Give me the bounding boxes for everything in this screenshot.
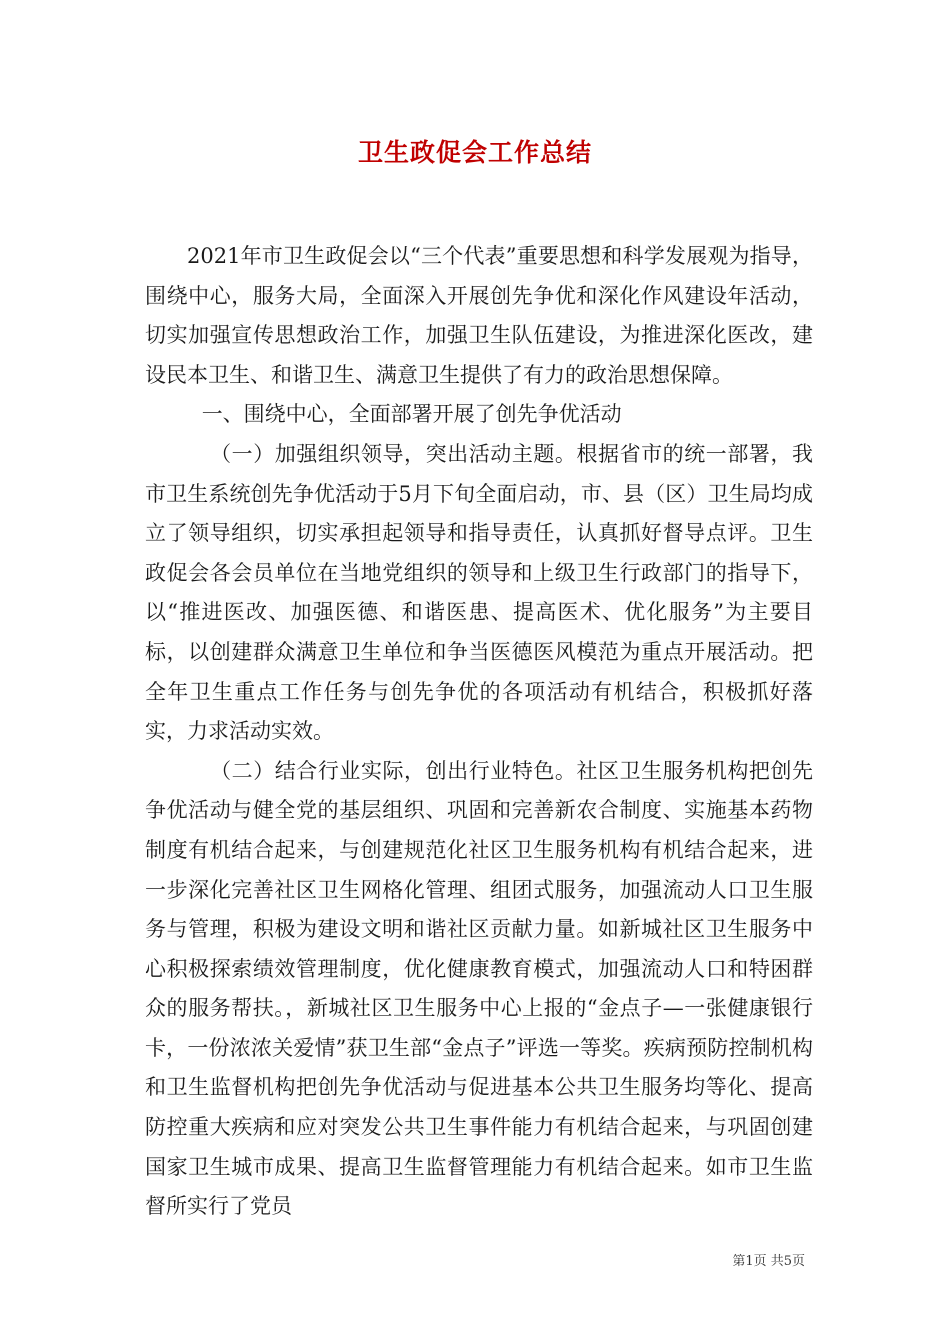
document-title: 卫生政促会工作总结 xyxy=(357,138,592,167)
document-body xyxy=(145,237,813,1227)
section-heading: 一、围绕中心，全面部署开展了创先争优活动 xyxy=(201,402,622,427)
page-number: 第1页 共5页 xyxy=(732,1254,805,1269)
intro-paragraph: 2021年市卫生政促会以“三个代表”重要思想和科学发展观为指导，围绕中心，服务大局，全面深入开展创先争优和深化作风建设年活动，切实加强宣传思想政治工作，加强卫生队伍建设，为推进深化医改，建设民本卫生、和谐卫生、满意卫生提供了有力的政治思想保障。 xyxy=(145,244,813,387)
subsection-paragraph-1: （一）加强组织领导，突出活动主题。根据省市的统一部署，我市卫生系统创先争优活动于5月下旬全面启动，市、县（区）卫生局均成立了领导组织，切实承担起领导和指导责任，认真抓好督导点评。卫生政促会各会员单位在当地党组织的领导和上级卫生行政部门的指导下，以“推进医改、加强医德、和谐医患、提高医术、优化服务”为主要目标，以创建群众满意卫生单位和争当医德医风模范为重点开展活动。把全年卫生重点工作任务与创先争优的各项活动有机结合，积极抓好落实，力求活动实效。 xyxy=(145,441,813,744)
subsection-paragraph-2: （二）结合行业实际，创出行业特色。社区卫生服务机构把创先争优活动与健全党的基层组织、巩固和完善新农合制度、实施基本药物制度有机结合起来，与创建规范化社区卫生服务机构有机结合起来，进一步深化完善社区卫生网格化管理、组团式服务，加强流动人口卫生服务与管理，积极为建设文明和谐社区贡献力量。如新城社区卫生服务中心积极探索绩效管理制度，优化健康教育模式，加强流动人口和特困群众的服务帮扶。，新城社区卫生服务中心上报的“金点子—一张健康银行卡，一份浓浓关爱情”获卫生部“金点子”评选一等奖。疾病预防控制机构和卫生监督机构把创先争优活动与促进基本公共卫生服务均等化、提高防控重大疾病和应对突发公共卫生事件能力有机结合起来，与巩固创建国家卫生城市成果、提高卫生监督管理能力有机结合起来。如市卫生监督所实行了党员 xyxy=(145,758,813,1219)
